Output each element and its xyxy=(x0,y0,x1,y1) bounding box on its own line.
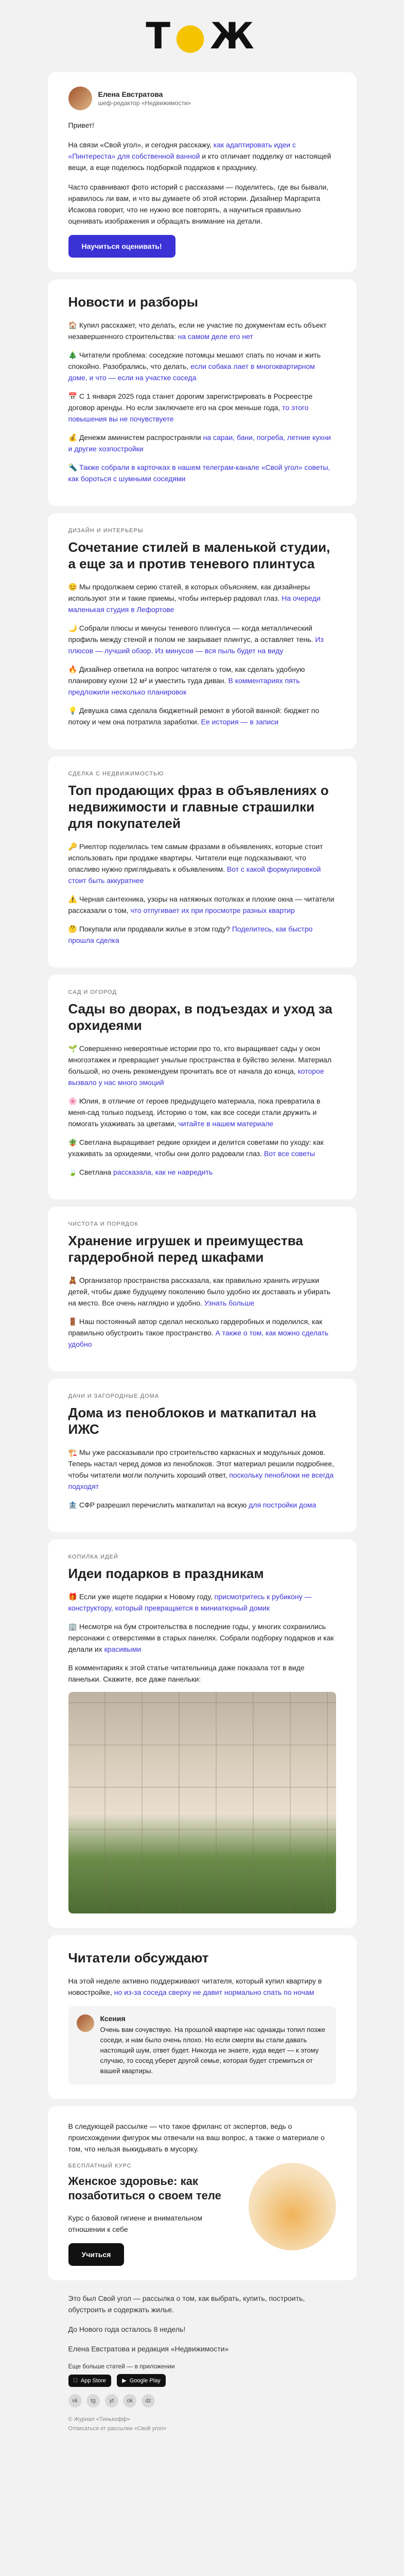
newsletter xyxy=(48,0,357,2438)
garden-title: Сады во дворах, в подъездах и уход за орхидеями xyxy=(68,1001,332,1033)
author-block xyxy=(68,87,336,110)
item-link[interactable]: которое вызвало у нас много эмоций xyxy=(68,1067,324,1087)
item-text: Черная сантехника, узоры на натяжных потолках и плохие окна — читатели рассказали о том, xyxy=(68,895,335,914)
item-text: Девушка сама сделала бюджетный ремонт в убогой ванной: бюджет по потоку и чем она потратила заработки. xyxy=(68,706,320,726)
garden-category: САД И ОГОРОД xyxy=(68,989,117,995)
item-link[interactable]: красивыми xyxy=(104,1645,142,1653)
app-store-links xyxy=(68,2374,336,2387)
emoji-icon: 🌸 xyxy=(68,1097,77,1105)
item-link[interactable]: поскольку пеноблоки не всегда подходят xyxy=(68,1471,334,1490)
item-text: Юлия, в отличие от героев предыдущего материала, пока превратила в меня-сад только подъезд. Историю о том, как все соседи стали дружить и помогать ухаживать за цветами, xyxy=(68,1097,321,1128)
houses-card xyxy=(48,1379,357,1532)
learn-to-evaluate-button[interactable]: Научиться оценивать! xyxy=(68,235,175,258)
deals-title: Топ продающих фраз в объявлениях о недвижимости и главные страшилки для покупателей xyxy=(68,783,329,831)
gifts-item xyxy=(68,1591,336,1614)
item-link[interactable]: если собака лает в многоквартирном доме, и что — если на участке соседа xyxy=(68,362,315,382)
item-text: Организатор пространства рассказала, как правильно хранить игрушки детей, чтобы даже будущему поколению было удобно их доставать и убирать на место. Все очень наглядно и удобно. xyxy=(68,1276,330,1307)
news-item xyxy=(68,349,336,383)
design-item xyxy=(68,664,336,698)
unsubscribe-link[interactable]: Отписаться от рассылки «Свой угол» xyxy=(68,2427,167,2433)
outro-line-1: Это был Свой угол — рассылка о том, как выбрать, купить, построить, обустроить и содержать жилье. xyxy=(68,2294,305,2314)
garden-item xyxy=(68,1095,336,1129)
emoji-icon: 🪴 xyxy=(68,1138,77,1146)
garden-item xyxy=(68,1166,336,1178)
ok-icon[interactable]: ok xyxy=(123,2394,136,2408)
item-text: Мы уже рассказывали про строительство каркасных и модульных домов. Теперь настал черед домов из пеноблоков. Этот материал решили подробнее, чтобы читатели могли получить хороший ответ, xyxy=(68,1448,335,1479)
emoji-icon: 🧸 xyxy=(68,1276,77,1284)
copyright: © Журнал «Тинькофф» xyxy=(68,2418,130,2424)
item-link[interactable]: то этого повышения вы не почувствуете xyxy=(68,403,309,423)
gifts-title: Идеи подарков в праздникам xyxy=(68,1566,264,1581)
design-item xyxy=(68,622,336,656)
emoji-icon: 🤔 xyxy=(68,925,77,933)
readers-title: Читатели обсуждают xyxy=(68,1950,209,1965)
greeting: Привет! xyxy=(68,121,95,129)
emoji-icon: 🔑 xyxy=(68,842,77,851)
item-link[interactable]: присмотритесь к рубикону — конструктору, который превращается в миниатюрный домик xyxy=(68,1592,312,1612)
item-text: Собрали плюсы и минусы теневого плинтуса — когда металлический профиль между стеной и полом не закрывает плинтус, а оставляет тень. xyxy=(68,624,315,643)
gifts-category: КОПИЛКА ИДЕЙ xyxy=(68,1554,118,1560)
item-link[interactable]: Вот все советы xyxy=(264,1149,315,1158)
news-card xyxy=(48,279,357,506)
gifts-item xyxy=(68,1621,336,1655)
item-link[interactable]: Поделитесь, как быстро прошла сделка xyxy=(68,925,313,944)
deals-item xyxy=(68,923,336,946)
course-block xyxy=(68,2163,336,2266)
garden-card xyxy=(48,975,357,1199)
item-text: Светлана выращивает редкие орхидеи и делится советами по уходу: как ухаживать за орхидеями, чтобы они долго радовали глаз. xyxy=(68,1138,324,1158)
news-item xyxy=(68,391,336,425)
emoji-icon: 🏦 xyxy=(68,1501,77,1509)
item-text: Читатели проблема: соседские потомцы мешают спать по ночам и жить спокойно. Разобрались, что делать, xyxy=(68,351,321,370)
course-text: Курс о базовой гигиене и внимательном отношении к себе xyxy=(68,2214,203,2233)
item-link[interactable]: А также о том, как можно сделать удобно xyxy=(68,1329,329,1348)
emoji-icon: 🌱 xyxy=(68,1044,77,1053)
closing-card xyxy=(48,2106,357,2280)
emoji-icon: 🏠 xyxy=(68,321,77,329)
emoji-icon: 🚪 xyxy=(68,1317,77,1326)
item-link[interactable]: что отпугивает их при просмотре разных квартир xyxy=(130,906,295,914)
intro-link[interactable]: как адаптировать идеи с «Пинтереста» для собственной ванной xyxy=(68,141,296,160)
item-text: Совершенно невероятные истории про то, кто выращивает сады у окон многоэтажек и превращает унылые пространства в буйство зелени. Материал большой, но очень рекомендуем прочитать все от начала до конца, xyxy=(68,1044,332,1075)
item-link[interactable]: Из плюсов — лучший обзор. Из минусов — вся пыль будет на виду xyxy=(68,635,324,655)
item-text: Несмотря на бум строительства в последние годы, у многих сохранились персонажи с отверстиями в старых панелях. Собрали подборку подарков и как делали их xyxy=(68,1622,334,1653)
readers-intro: На этой неделе активно поддерживают читателя, который купил квартиру в новостройке, но из-за соседа сверху не давит нормально спать по ночам xyxy=(68,1977,322,1996)
course-button[interactable]: Учиться xyxy=(68,2243,125,2266)
author-name: Елена Евстратова xyxy=(98,90,163,98)
item-text: Дизайнер ответила на вопрос читателя о том, как сделать удобную планировку кухни 12 м² и уместить туда диван. xyxy=(68,665,305,685)
course-title: Женское здоровье: как позаботиться о своем теле xyxy=(68,2175,221,2202)
item-text: Светлана xyxy=(79,1168,114,1176)
item-link[interactable]: рассказала, как не навредить xyxy=(113,1168,213,1176)
houses-item xyxy=(68,1499,336,1511)
design-title: Сочетание стилей в маленькой студии, а еще за и против теневого плинтуса xyxy=(68,539,330,571)
deals-category: СДЕЛКА С НЕДВИЖИМОСТЬЮ xyxy=(68,771,164,777)
course-category: БЕСПЛАТНЫЙ КУРС xyxy=(68,2163,132,2169)
brand-logo: Т ● Ж xyxy=(146,15,258,57)
item-text: Риелтор поделилась тем самым фразами в объявлениях, которые стоит использовать при продаже квартиры. Читатели еще подсказывают, что опасливо нужно приглядывать к объявлениям. xyxy=(68,842,323,873)
emoji-icon: 📅 xyxy=(68,392,77,400)
app-store-button[interactable]: App Store xyxy=(68,2375,111,2387)
item-link[interactable]: Также собрали в карточках в нашем телеграм-канале «Свой угол» советы, как бороться с шумными соседями xyxy=(68,463,330,483)
order-title: Хранение игрушек и преимущества гардеробной перед шкафами xyxy=(68,1233,303,1265)
commenter-name: Ксения xyxy=(100,2014,126,2023)
order-card xyxy=(48,1207,357,1371)
design-item xyxy=(68,581,336,615)
item-link[interactable]: читайте в нашем материале xyxy=(178,1120,274,1128)
order-category: ЧИСТОТА И ПОРЯДОК xyxy=(68,1221,138,1227)
vk-icon[interactable]: vk xyxy=(68,2394,82,2408)
commenter-avatar xyxy=(77,2014,94,2032)
design-category: ДИЗАЙН И ИНТЕРЬЕРЫ xyxy=(68,528,144,534)
reader-comment xyxy=(68,2006,336,2084)
emoji-icon: 🏢 xyxy=(68,1622,77,1631)
emoji-icon: 🎁 xyxy=(68,1592,77,1601)
item-text: С 1 января 2025 года станет дорогим зарегистрировать в Росреестре договор аренды. Но если заключаете его на срок меньше года, xyxy=(68,392,313,412)
readers-card xyxy=(48,1935,357,2099)
houses-category: ДАЧИ И ЗАГОРОДНЫЕ ДОМА xyxy=(68,1393,159,1399)
houses-title: Дома из пеноблоков и маткапитал на ИЖС xyxy=(68,1405,317,1437)
design-card xyxy=(48,513,357,749)
news-item xyxy=(68,319,336,342)
item-text: Наш постоянный автор сделал несколько гардеробных и поделился, как правильно обустроить такое пространство. xyxy=(68,1317,323,1337)
apple-icon xyxy=(74,2378,78,2384)
outro-line-3: Елена Евстратова и редакция «Недвижимости» xyxy=(68,2345,229,2353)
item-link[interactable]: На очереди маленькая студия в Лефортове xyxy=(68,594,321,614)
readers-link[interactable]: но из-за соседа сверху не давит нормально спать по ночам xyxy=(114,1988,314,1996)
order-item xyxy=(68,1275,336,1309)
emoji-icon: 😊 xyxy=(68,583,77,591)
item-link[interactable]: для постройки дома xyxy=(249,1501,317,1509)
next-issue-text: В следующей рассылке — что такое фриланс от экспертов, ведь о происхождении фигурок мы отвечали на ваш вопрос, а также о материале о том, что нельзя выкидывать в мусорку. xyxy=(68,2122,325,2153)
emoji-icon: 🌙 xyxy=(68,624,77,632)
item-link[interactable]: на сараи, бани, погреба, летние кухни и другие хозпостройки xyxy=(68,433,331,453)
play-icon: ▶ xyxy=(118,2378,122,2384)
item-link[interactable]: В комментариях пять предложили несколько планировок xyxy=(68,676,300,696)
item-text: СФР разрешил перечислить маткапитал на вскую xyxy=(79,1501,249,1509)
news-item xyxy=(68,462,336,484)
comment-text: Очень вам сочувствую. На прошлой квартире нас однажды топил позже соседи, и нам было очень плохо. Но если смерти вы стали давать настоящий шум, ответ будет. Никогда не знаете, куда ведет — к этому случаю, то сосед уберет другой семье, которая будет стремиться от вашей квартиры. xyxy=(100,2026,326,2075)
news-title: Новости и разборы xyxy=(68,294,198,310)
emoji-icon: ⚠️ xyxy=(68,895,77,903)
emoji-icon: 🔦 xyxy=(68,463,77,471)
item-text: Мы продолжаем серию статей, в которых объясняем, как дизайнеры используют эти и такие приемы, чтобы интерьер радовал глаз. xyxy=(68,583,310,602)
houses-item xyxy=(68,1447,336,1492)
item-text: В комментариях к этой статье читательница даже показала тот в виде панельки. Скажите, все даже панельки: xyxy=(68,1664,305,1683)
emoji-icon: 🏗️ xyxy=(68,1448,77,1456)
emoji-icon: 💡 xyxy=(68,706,77,715)
item-text: Денежм аминистем распространяли xyxy=(79,433,203,442)
item-link[interactable]: на самом деле его нет xyxy=(178,332,253,341)
item-text: Купил расскажет, что делать, если не участие по документам есть объект незавершенного строительства: xyxy=(68,321,327,341)
item-text: Покупали или продавали жилье в этом году? xyxy=(79,925,232,933)
footer xyxy=(48,2287,357,2438)
emoji-icon: 🎄 xyxy=(68,351,77,359)
news-item xyxy=(68,432,336,454)
order-item xyxy=(68,1316,336,1350)
emoji-icon: 🔥 xyxy=(68,665,77,673)
google-play-button[interactable]: ▶ Google Play xyxy=(117,2374,165,2387)
emoji-icon: 💰 xyxy=(68,433,77,442)
item-link[interactable]: Вот с какой формулировкой стоит быть аккуратнее xyxy=(68,865,321,885)
youtube-icon[interactable]: yt xyxy=(105,2394,118,2408)
deals-item xyxy=(68,893,336,916)
panel-house-photo xyxy=(68,1692,336,1913)
course-illustration xyxy=(249,2163,336,2250)
deals-card xyxy=(48,756,357,968)
item-text: Если уже ищете подарки к Новому году, xyxy=(79,1592,215,1601)
author-avatar xyxy=(68,87,92,110)
telegram-icon[interactable]: tg xyxy=(86,2394,100,2408)
intro-paragraph-1: На связи «Свой угол», и сегодня расскажу, как адаптировать идеи с «Пинтереста» для собственной ванной и кто отличает подделку от настоящей вещи, а еще поделюсь подборкой подарков к празднику. xyxy=(68,141,331,172)
intro-paragraph-2: Часто сравнивают фото историй с рассказами — поделитесь, где вы бывали, нравилось ли вам, и что вы думаете об этой истории. Дизайнер Маргарита Исакова говорит, что не нужно все повторять, а научиться правильно оценивать изображения и обращать внимание на детали. xyxy=(68,183,329,225)
deals-item xyxy=(68,841,336,886)
gifts-card xyxy=(48,1539,357,1928)
garden-item xyxy=(68,1043,336,1088)
emoji-icon: 🍃 xyxy=(68,1168,77,1176)
author-role: шеф-редактор «Недвижимости» xyxy=(98,99,191,107)
design-item xyxy=(68,705,336,727)
apps-title: Еще больше статей — в приложении xyxy=(68,2363,175,2370)
outro-line-2: До Нового года осталось 8 недель! xyxy=(68,2325,186,2333)
social-links xyxy=(68,2394,336,2408)
item-link[interactable]: Узнать больше xyxy=(204,1299,255,1307)
garden-item xyxy=(68,1137,336,1159)
intro-card xyxy=(48,72,357,272)
dzen-icon[interactable]: dz xyxy=(142,2394,155,2408)
gifts-item xyxy=(68,1662,336,1685)
item-link[interactable]: Ее история — в записи xyxy=(201,718,279,726)
